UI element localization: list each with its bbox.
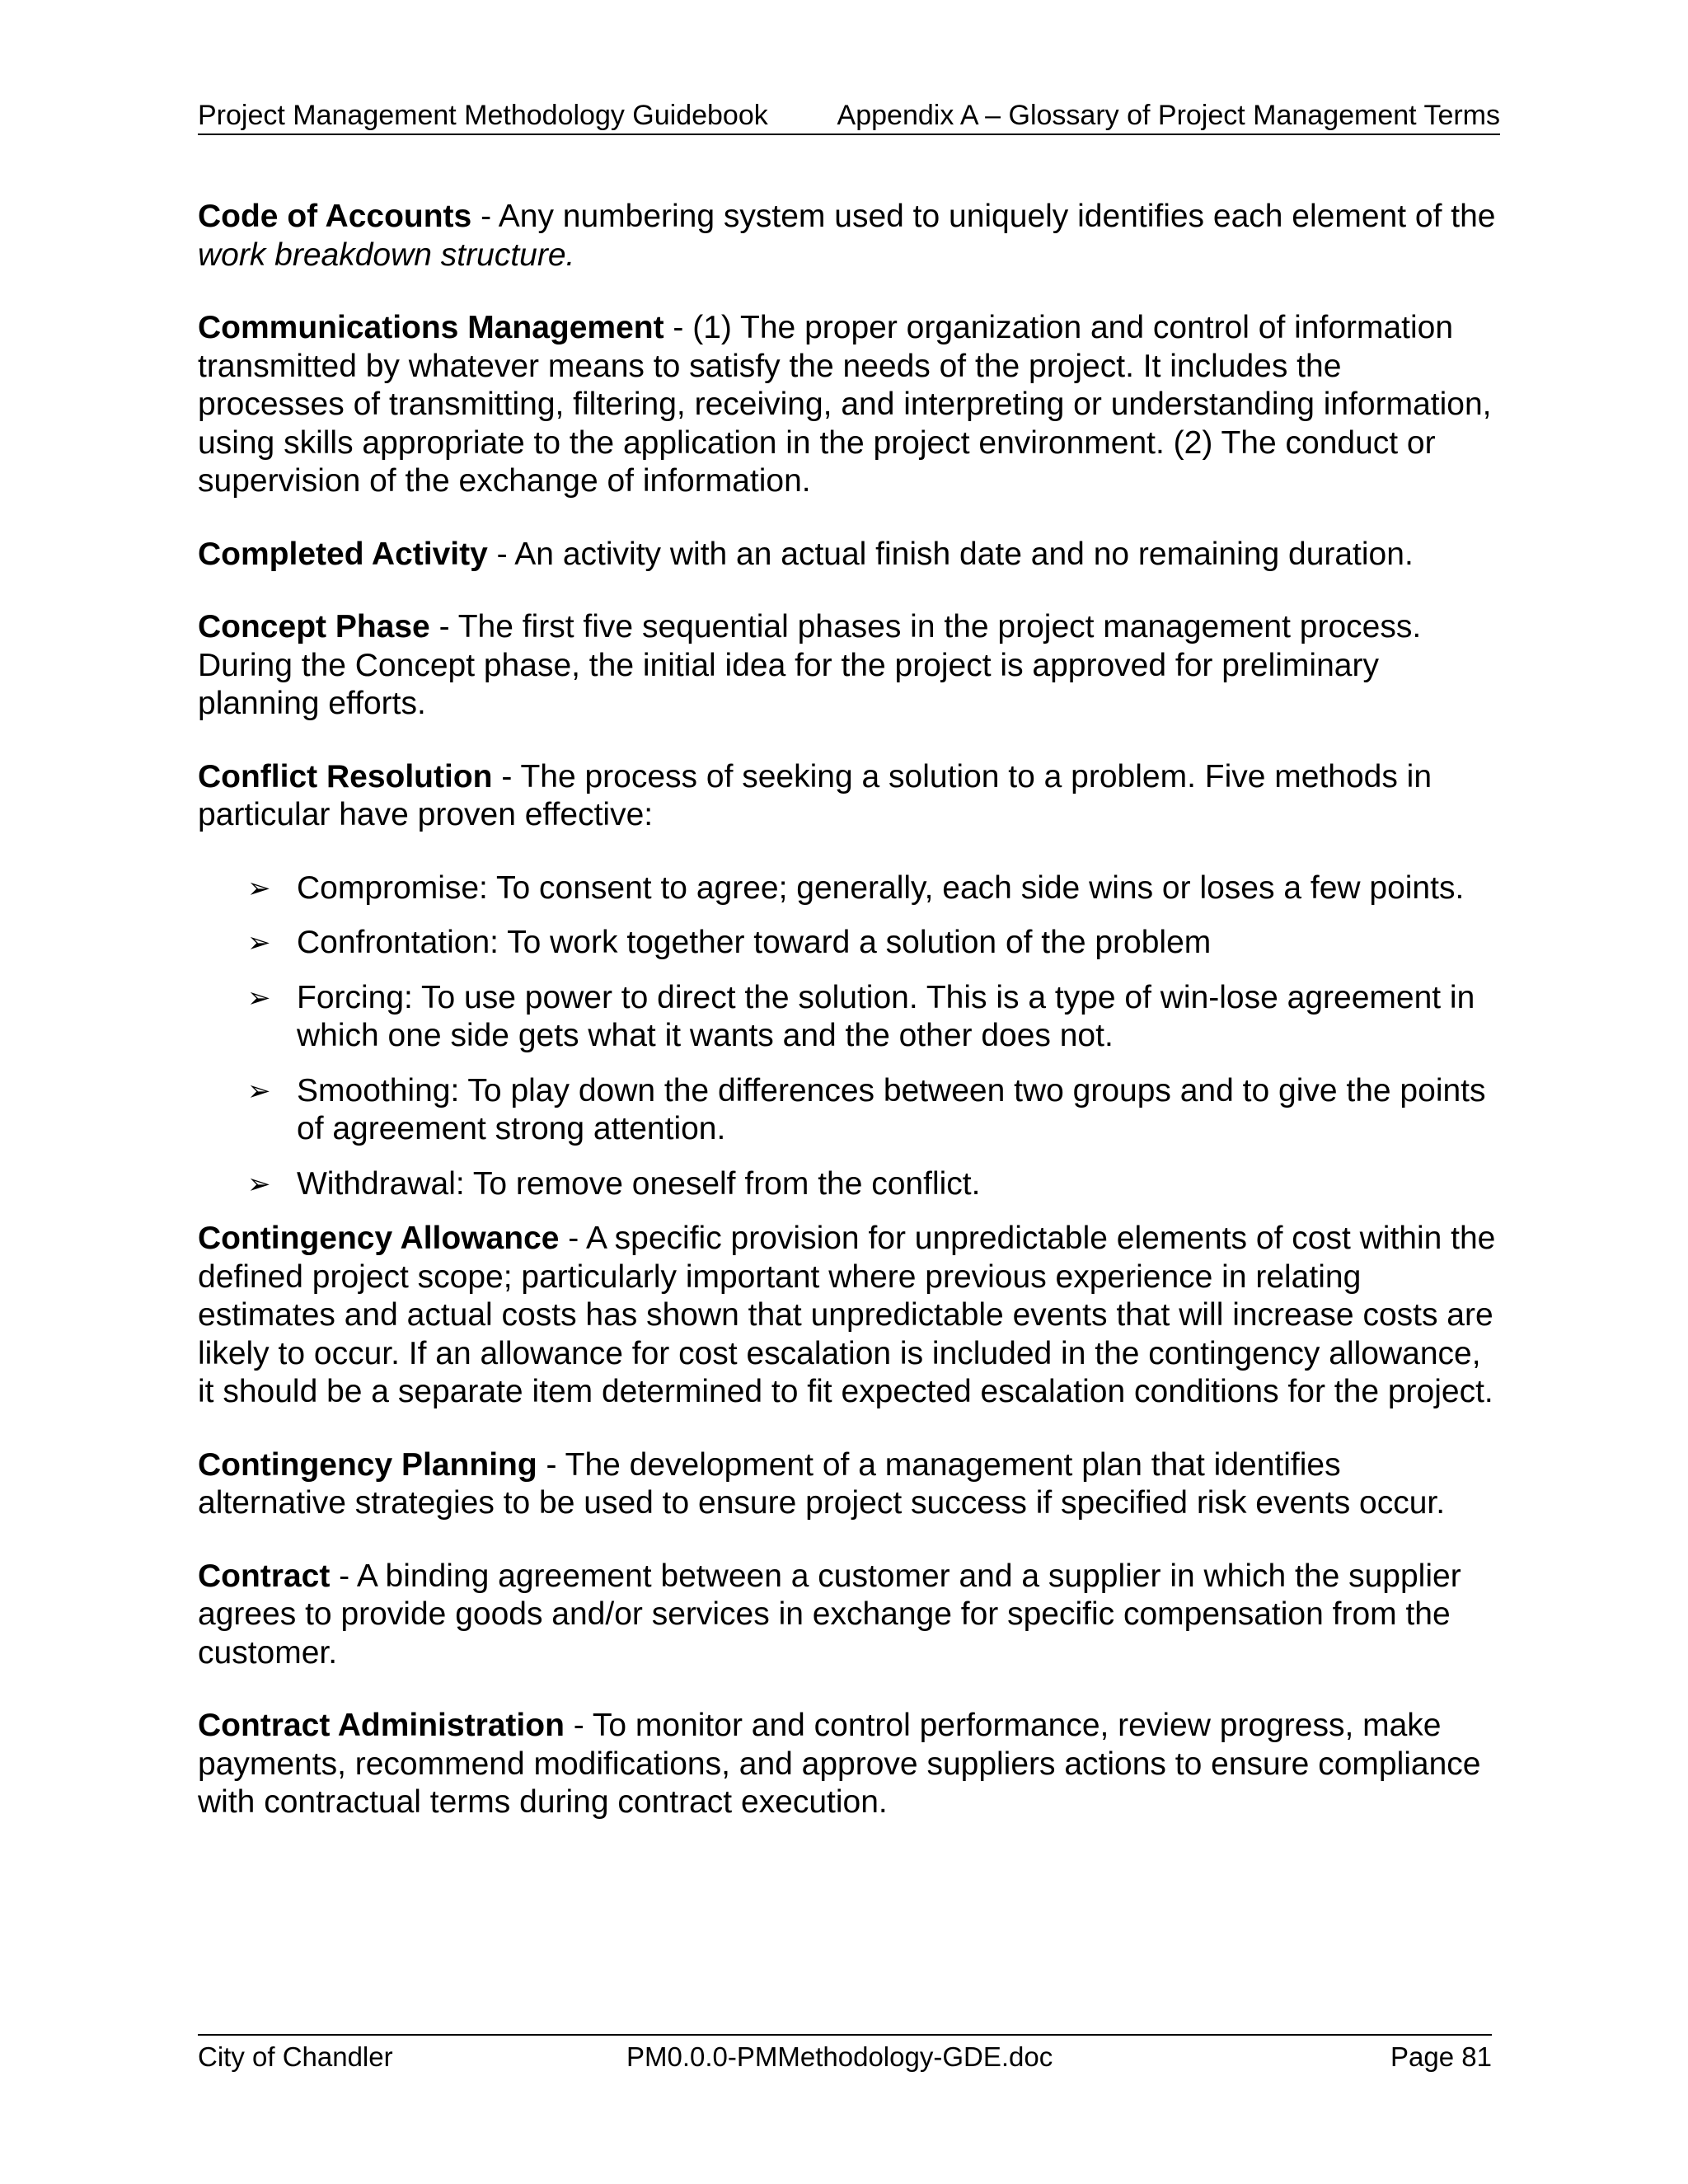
glossary-entry-concept-phase [198, 608, 1496, 724]
list-item [247, 1072, 1496, 1149]
term-separator: - [492, 758, 521, 794]
glossary-definition: To monitor and control performance, review progress, make payments, recommend modifications, and approve suppliers actions to ensure compliance with contractual terms during contract execution. [198, 1708, 1481, 1820]
page-footer [198, 2034, 1492, 2072]
glossary-term: Completed Activity [198, 536, 488, 572]
arrow-bullet-icon: ➢ [247, 872, 271, 904]
glossary-definition: The process of seeking a solution to a problem. Five methods in particular have proven effective: [198, 758, 1432, 832]
term-separator: - [429, 609, 458, 644]
list-item-text: Forcing: To use power to direct the solution. This is a type of win-lose agreement in which one side gets what it wants and the other does not. [297, 979, 1475, 1053]
list-item-text: Compromise: To consent to agree; generally, each side wins or loses a few points. [297, 869, 1465, 906]
glossary-definition: An activity with an actual finish date and no remaining duration. [514, 536, 1414, 572]
glossary-definition: The development of a management plan that identifies alternative strategies to be used to ensure project success if specified risk events occur. [198, 1446, 1446, 1521]
term-separator: - [564, 1708, 593, 1743]
glossary-entry-conflict-resolution [198, 758, 1496, 1204]
list-item [247, 979, 1496, 1056]
arrow-bullet-icon: ➢ [247, 1168, 271, 1200]
header-document-title: Project Management Methodology Guidebook [198, 100, 768, 131]
conflict-methods-list [198, 869, 1496, 1204]
list-item [247, 924, 1496, 963]
header-section-title: Appendix A – Glossary of Project Management Terms [837, 100, 1500, 131]
footer-filename: PM0.0.0-PMMethodology-GDE.doc [626, 2041, 1053, 2072]
page-header [198, 97, 1500, 135]
term-separator: - [471, 199, 499, 234]
glossary-definition-italic: work breakdown structure. [198, 237, 575, 273]
term-separator: - [663, 310, 693, 345]
list-item-text: Smoothing: To play down the differences between two groups and to give the points of agreement strong attention. [297, 1072, 1486, 1146]
glossary-entry-completed-activity [198, 536, 1496, 574]
glossary-term: Communications Management [198, 310, 664, 345]
list-item-text: Withdrawal: To remove oneself from the conflict. [297, 1165, 981, 1202]
glossary-definition: A specific provision for unpredictable elements of cost within the defined project scope; particularly important where previous experience in relating estimates and actual costs has shown that unpredictable events that will increase costs are likely to occur. If an allowance for cost escalation is included in the contingency allowance, it should be a separate item determined to fit expected escalation conditions for the project. [198, 1221, 1496, 1409]
glossary-entry-code-of-accounts [198, 198, 1496, 274]
glossary-entry-contingency-allowance [198, 1220, 1496, 1412]
footer-organization: City of Chandler [198, 2041, 393, 2072]
glossary-content [198, 198, 1496, 1857]
glossary-entry-contract [198, 1558, 1496, 1673]
list-item [247, 1165, 1496, 1204]
glossary-entry-communications-management [198, 309, 1496, 501]
glossary-entry-contract-administration [198, 1707, 1496, 1822]
arrow-bullet-icon: ➢ [247, 982, 271, 1014]
glossary-term: Concept Phase [198, 609, 430, 644]
term-separator: - [559, 1221, 586, 1256]
glossary-term: Conflict Resolution [198, 758, 493, 794]
term-separator: - [537, 1446, 565, 1483]
glossary-definition: The first five sequential phases in the project management process. During the Concept phase, the initial idea for the project is approved for preliminary planning efforts. [198, 609, 1422, 721]
glossary-term: Contract Administration [198, 1708, 565, 1743]
footer-page-number: Page 81 [1390, 2041, 1492, 2072]
glossary-term: Contingency Allowance [198, 1221, 560, 1256]
arrow-bullet-icon: ➢ [247, 927, 271, 958]
glossary-term: Contract [198, 1558, 331, 1594]
glossary-term: Contingency Planning [198, 1446, 537, 1483]
glossary-definition: Any numbering system used to uniquely identifies each element of the [498, 199, 1496, 234]
glossary-definition: A binding agreement between a customer and a supplier in which the supplier agrees to provide goods and/or services in exchange for specific compensation from the customer. [198, 1558, 1461, 1671]
term-separator: - [487, 536, 515, 572]
list-item [247, 869, 1496, 908]
list-item-text: Confrontation: To work together toward a solution of the problem [297, 925, 1212, 960]
arrow-bullet-icon: ➢ [247, 1075, 271, 1107]
glossary-definition: (1) The proper organization and control of information transmitted by whatever means to satisfy the needs of the project. It includes the processes of transmitting, filtering, receiving, and interpreting or understanding information, using skills appropriate to the application in the project environment. (2) The conduct or supervision of the exchange of information. [198, 310, 1492, 499]
glossary-entry-contingency-planning [198, 1446, 1496, 1523]
glossary-term: Code of Accounts [198, 199, 472, 234]
term-separator: - [330, 1558, 357, 1594]
